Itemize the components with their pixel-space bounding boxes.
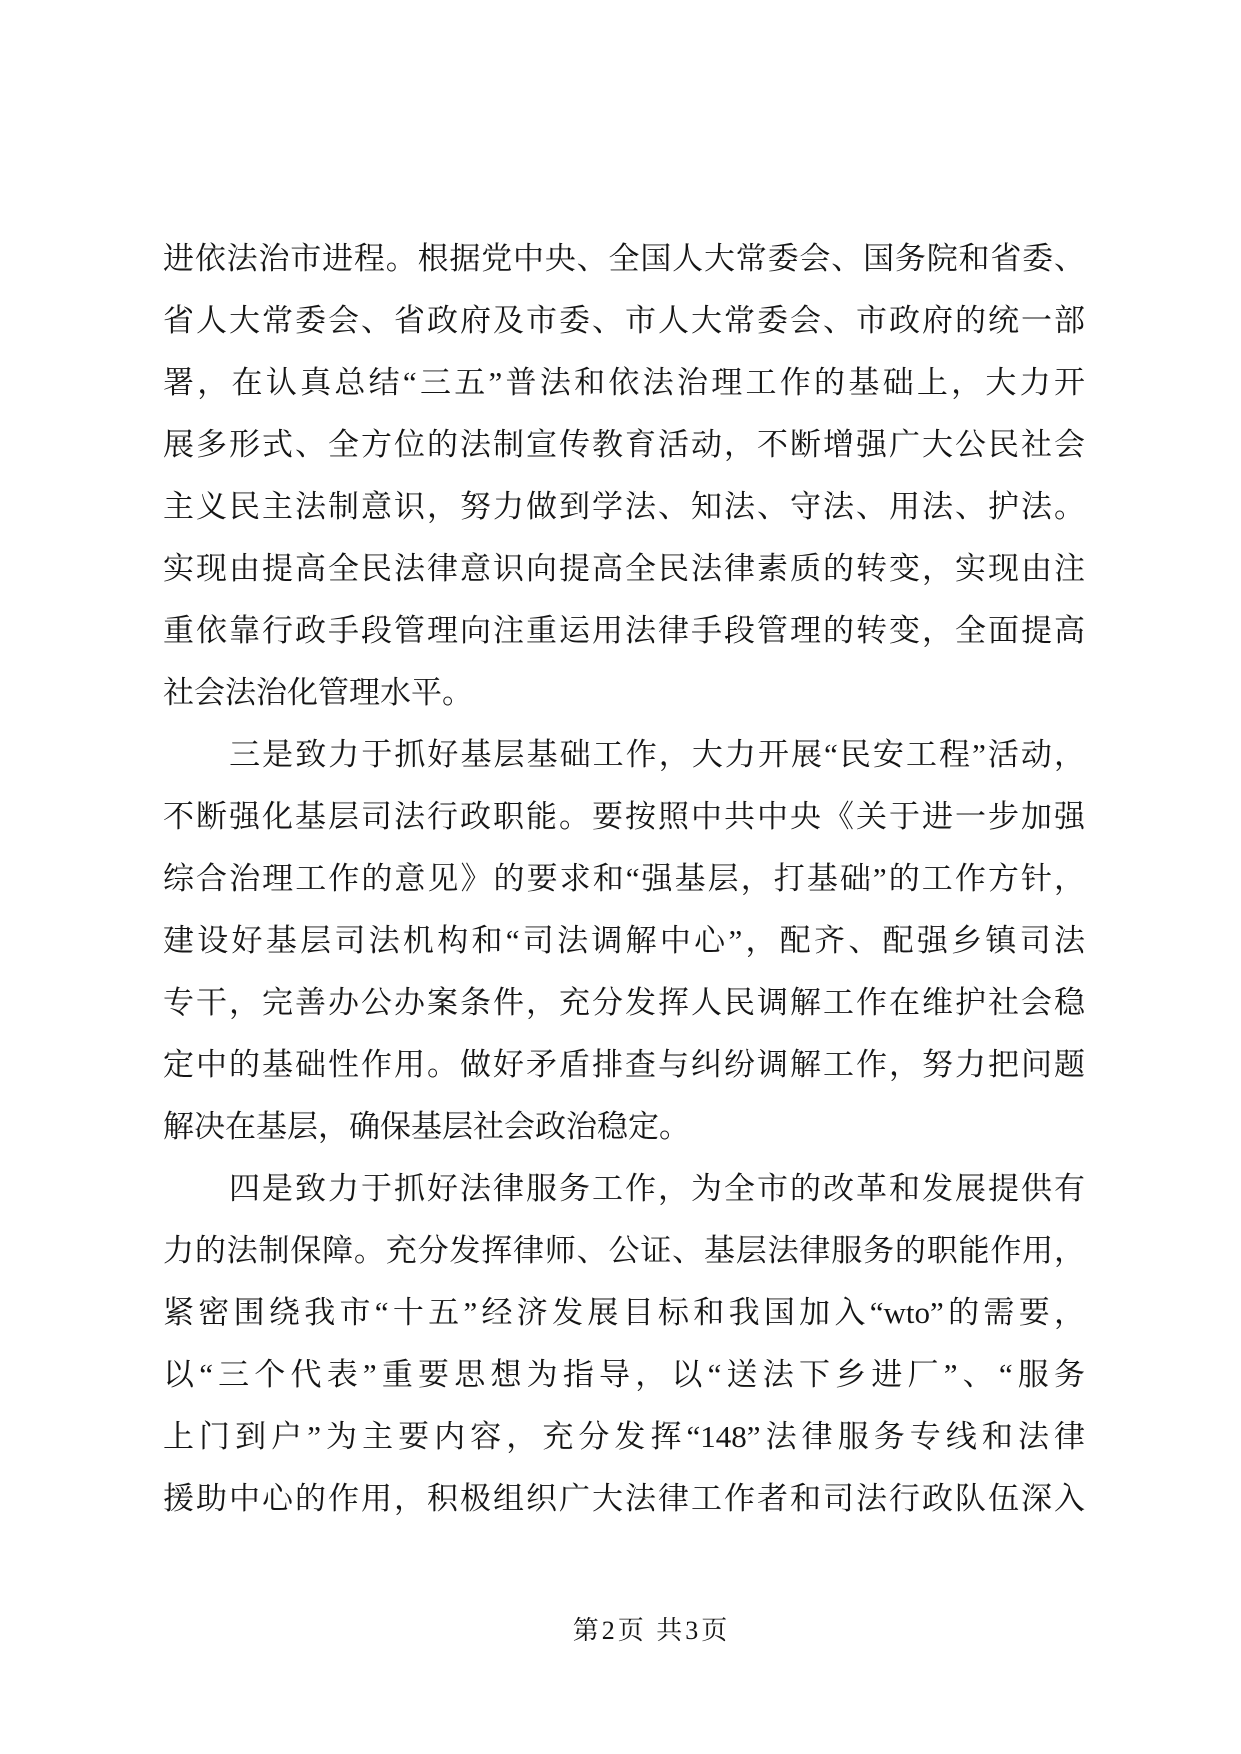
- text-line: 专干，完善办公办案条件，充分发挥人民调解工作在维护社会稳: [163, 985, 1085, 1020]
- text-line: 援助中心的作用，积极组织广大法律工作者和司法行政队伍深入: [163, 1481, 1085, 1516]
- text-line: 紧密围绕我市“十五”经济发展目标和我国加入“wto”的需要，: [163, 1295, 1085, 1330]
- text-line: 社会法治化管理水平。: [163, 675, 473, 710]
- text-line: 不断强化基层司法行政职能。要按照中共中央《关于进一步加强: [163, 799, 1085, 834]
- text-line: 上门到户”为主要内容，充分发挥“148”法律服务专线和法律: [163, 1419, 1085, 1454]
- text-line: 三是致力于抓好基层基础工作，大力开展“民安工程”活动，: [163, 737, 1085, 772]
- text-line: 定中的基础性作用。做好矛盾排查与纠纷调解工作，努力把问题: [163, 1047, 1085, 1082]
- page-number-label: 第2页 共3页: [572, 1616, 731, 1645]
- text-line: 建设好基层司法机构和“司法调解中心”，配齐、配强乡镇司法: [163, 923, 1085, 958]
- text-line: 解决在基层，确保基层社会政治稳定。: [163, 1109, 690, 1144]
- text-line: 主义民主法制意识，努力做到学法、知法、守法、用法、护法。: [163, 489, 1085, 524]
- text-line: 署，在认真总结“三五”普法和依法治理工作的基础上，大力开: [163, 365, 1085, 400]
- text-line: 实现由提高全民法律意识向提高全民法律素质的转变，实现由注: [163, 551, 1085, 586]
- text-line: 力的法制保障。充分发挥律师、公证、基层法律服务的职能作用，: [163, 1233, 1085, 1268]
- text-line: 进依法治市进程。根据党中央、全国人大常委会、国务院和省委、: [163, 241, 1085, 276]
- text-line: 以“三个代表”重要思想为指导，以“送法下乡进厂”、“服务: [163, 1357, 1085, 1392]
- text-line: 四是致力于抓好法律服务工作，为全市的改革和发展提供有: [163, 1171, 1085, 1206]
- text-line: 综合治理工作的意见》的要求和“强基层，打基础”的工作方针，: [163, 861, 1085, 896]
- page-footer: [0, 1612, 1241, 1650]
- text-line: 省人大常委会、省政府及市委、市人大常委会、市政府的统一部: [163, 303, 1085, 338]
- text-line: 展多形式、全方位的法制宣传教育活动，不断增强广大公民社会: [163, 427, 1085, 462]
- text-line: 重依靠行政手段管理向注重运用法律手段管理的转变，全面提高: [163, 613, 1085, 648]
- document-body: [163, 228, 1085, 1530]
